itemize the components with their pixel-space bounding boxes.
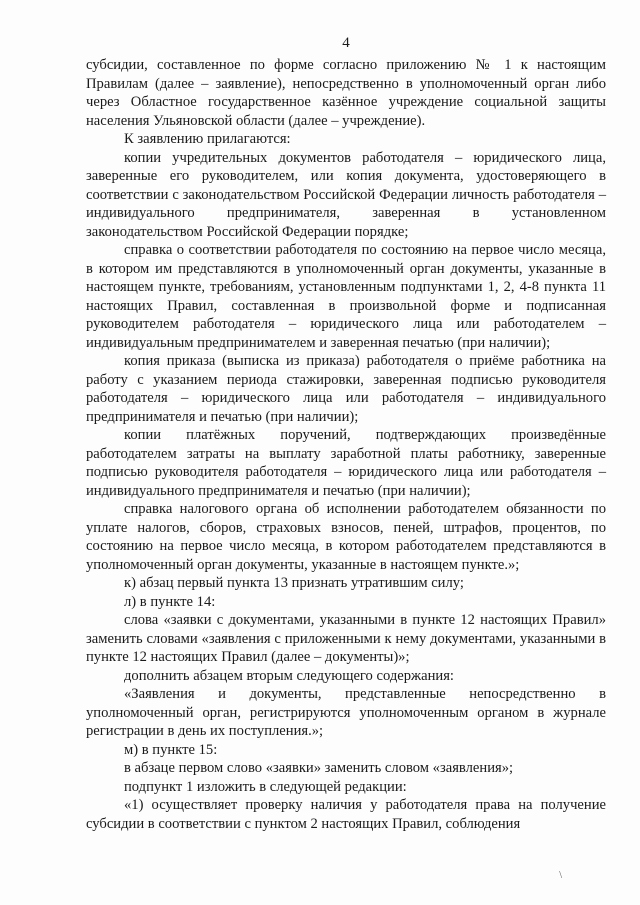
paragraph-hiring-order: копия приказа (выписка из приказа) работодателя о приёме работника на работу с указанием периода стажировки, заверенная подписью руководителя работодателя – юридического лица или работодателя – индивидуального предпринимателя и печатью (при наличии); [86, 353, 606, 425]
paragraph-item-l: л) в пункте 14: [124, 593, 216, 610]
paragraph-attachments-intro: К заявлению прилагаются: [124, 131, 291, 147]
paragraph-replace-word-application: в абзаце первом слово «заявки» заменить словом «заявления»; [124, 760, 514, 776]
paragraph-tax-certificate: справка налогового органа об исполнении работодателем обязанности по уплате налогов, сборов, страховых взносов, пеней, штрафов, процентов, по состоянию на первое число месяца, в котором работодателем представляются в уполномоченный орган документы, указанные в настоящем пункте.»; [86, 501, 606, 573]
paragraph-subsidy-application: субсидии, составленное по форме согласно приложению № 1 к настоящим Правилам (далее – заявление), непосредственно в уполномоченный орган либо через Областное государственное казённое учреждение социальной защиты населения Ульяновской области (далее – учреждение). [86, 57, 606, 129]
paragraph-founding-documents: копии учредительных документов работодателя – юридического лица, заверенные его руководителем, или копия документа, удостоверяющего в соответствии с законодательством Российской Федерации личность работодателя – индивидуального предпринимателя, заверенная в установленном законодательством Российской Федерации порядке; [86, 149, 606, 240]
page-number: 4 [342, 35, 350, 51]
paragraph-replace-words: слова «заявки с документами, указанными в пункте 12 настоящих Правил» заменить словами «заявления с приложенными к нему документами, указанными в пункте 12 настоящих Правил (далее – документы)»; [86, 612, 606, 665]
paragraph-subclause-1-intro: подпункт 1 изложить в следующей редакции: [124, 778, 407, 795]
paragraph-payment-orders: копии платёжных поручений, подтверждающих произведённые работодателем затраты на выплату заработной платы работнику, заверенные подписью руководителя работодателя – юридического лица или работодателя – индивидуального предпринимателя и печатью (при наличии); [86, 427, 606, 499]
paragraph-subclause-1-text: «1) осуществляет проверку наличия у работодателя права на получение субсидии в соответствии с пунктом 2 настоящих Правил, соблюдения [86, 797, 606, 832]
paragraph-item-k: к) абзац первый пункта 13 признать утратившим силу; [124, 575, 464, 591]
corner-mark: \ [559, 870, 562, 881]
paragraph-add-second-clause: дополнить абзацем вторым следующего содержания: [124, 667, 454, 684]
paragraph-compliance-certificate: справка о соответствии работодателя по состоянию на первое число месяца, в котором им представляются в уполномоченный орган документы, указанные в настоящем пункте, требованиям, установленным подпунктами 1, 2, 4-8 пункта 11 настоящих Правил, составленная в произвольной форме и подписанная руководителем работодателя – юридического лица или работодателем – индивидуальным предпринимателем и заверенная печатью (при наличии); [86, 242, 606, 351]
paragraph-registration-clause: «Заявления и документы, представленные непосредственно в уполномоченный орган, регистрируются уполномоченным органом в журнале регистрации в день их поступления.»; [86, 686, 606, 739]
paragraph-item-m: м) в пункте 15: [124, 741, 218, 758]
